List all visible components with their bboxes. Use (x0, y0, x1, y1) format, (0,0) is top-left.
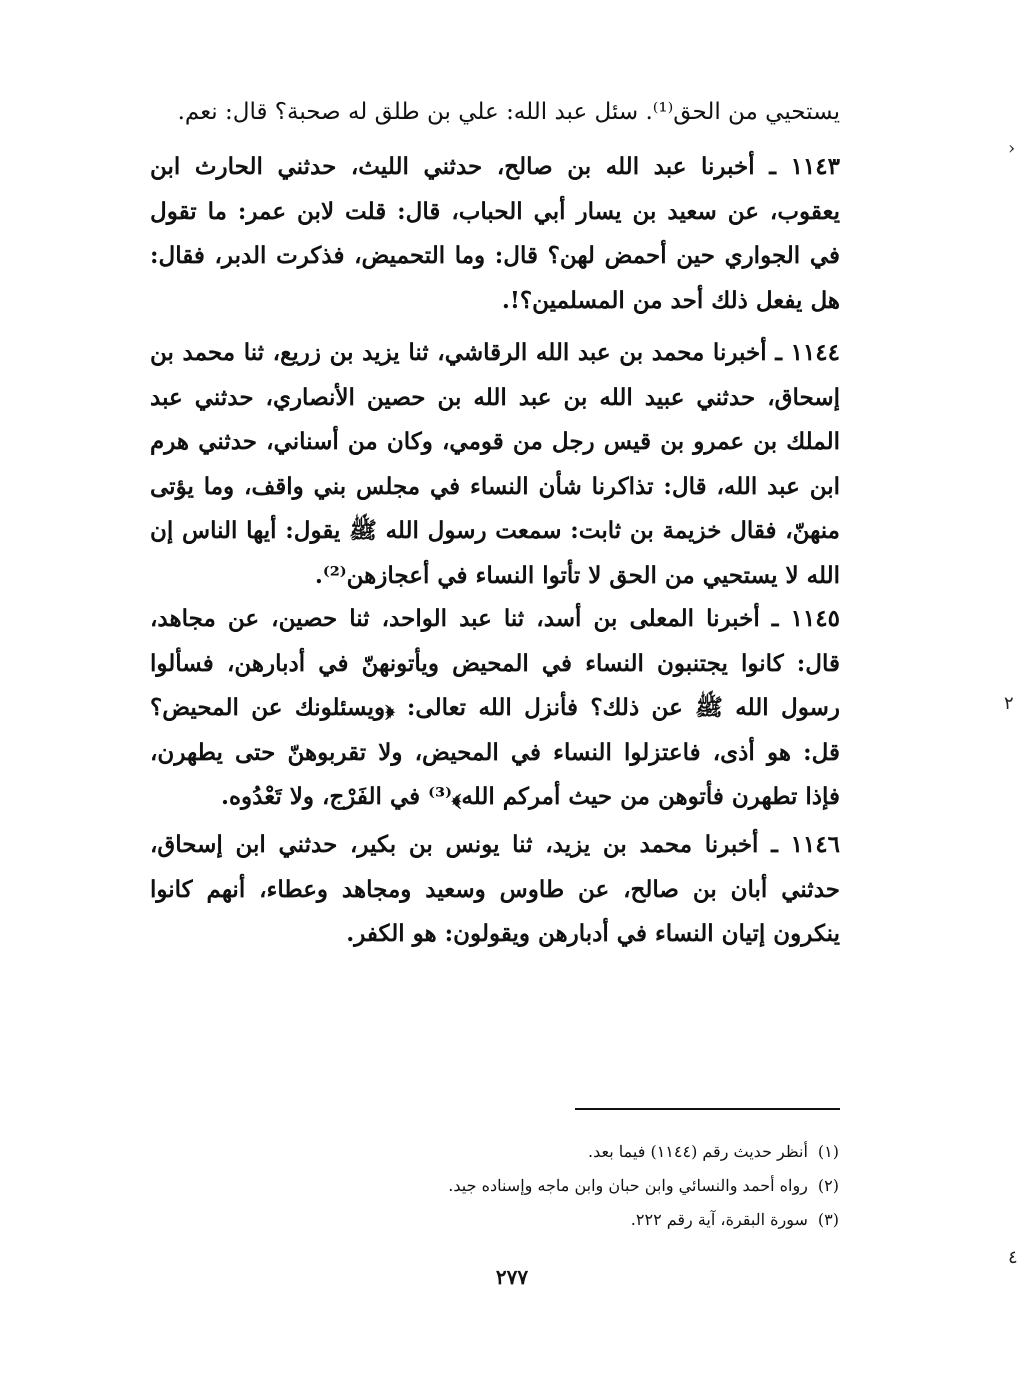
footnote-number: (٣) (817, 1210, 839, 1229)
continuation-paragraph: يستحيي من الحق⁽¹⁾. سئل عبد الله: علي بن طلق له صحبة؟ قال: نعم. (177, 99, 840, 125)
footnote-2 (339, 1169, 839, 1203)
hadith-1144: ١١٤٤ ـ أخبرنا محمد بن عبد الله الرقاشي، ثنا يزيد بن زريع، ثنا محمد بن إسحاق، حدثني عبيد الله بن عبد الله بن حصين الأنصاري، حدثني عبد الملك بن عمرو بن قيس رجل من قومي، وكان من أسناني، حدثني هرم ابن عبد الله، قال: تذاكرنا شأن النساء في مجلس بني واقف، وما يؤتى منهنّ، فقال خزيمة بن ثابت: سمعت رسول الله ﷺ يقول: أيها الناس إن الله لا يستحيي من الحق لا تأتوا النساء في أعجازهن⁽²⁾. (150, 339, 840, 589)
footnote-divider (575, 1108, 840, 1110)
page-number: ٢٧٧ (495, 1265, 529, 1289)
footnote-text: أنظر حديث رقم (١١٤٤) فيما بعد. (588, 1142, 808, 1161)
hadith-1145: ١١٤٥ ـ أخبرنا المعلى بن أسد، ثنا عبد الواحد، ثنا حصين، عن مجاهد، قال: كانوا يجتنبون النساء في المحيض ويأتونهنّ في أدبارهن، فسألوا رسول الله ﷺ عن ذلك؟ فأنزل الله تعالى: ﴿ويسئلونك عن المحيض؟ قل: هو أذى، فاعتزلوا النساء في المحيض، ولا تقربوهنّ حتى يطهرن، فإذا تطهرن فأتوهن من حيث أمركم الله﴾⁽³⁾ في الفَرْج، ولا تَعْدُوه. (150, 605, 840, 810)
margin-mark: › (1008, 138, 1016, 159)
footnote-3 (339, 1203, 839, 1237)
margin-mark: ٢ (1004, 693, 1014, 714)
footnote-text: رواه أحمد والنسائي وابن حبان وابن ماجه وإسناده جيد. (448, 1176, 808, 1195)
footnote-number: (٢) (817, 1176, 839, 1195)
hadith-1146: ١١٤٦ ـ أخبرنا محمد بن يزيد، ثنا يونس بن بكير، حدثني ابن إسحاق، حدثني أبان بن صالح، عن طاوس وسعيد ومجاهد وعطاء، أنهم كانوا ينكرون إتيان النساء في أدبارهن ويقولون: هو الكفر. (150, 831, 840, 947)
hadith-1143: ١١٤٣ ـ أخبرنا عبد الله بن صالح، حدثني الليث، حدثني الحارث ابن يعقوب، عن سعيد بن يسار أبي الحباب، قال: قلت لابن عمر: ما تقول في الجواري حين أحمض لهن؟ قال: وما التحميض، فذكرت الدبر، فقال: هل يفعل ذلك أحد من المسلمين؟!. (150, 153, 840, 314)
footnotes (339, 1135, 839, 1237)
footnote-1 (339, 1135, 839, 1169)
margin-mark: ٤ (1008, 1247, 1018, 1268)
footnote-text: سورة البقرة، آية رقم ٢٢٢. (630, 1210, 808, 1229)
footnote-number: (١) (817, 1142, 839, 1161)
